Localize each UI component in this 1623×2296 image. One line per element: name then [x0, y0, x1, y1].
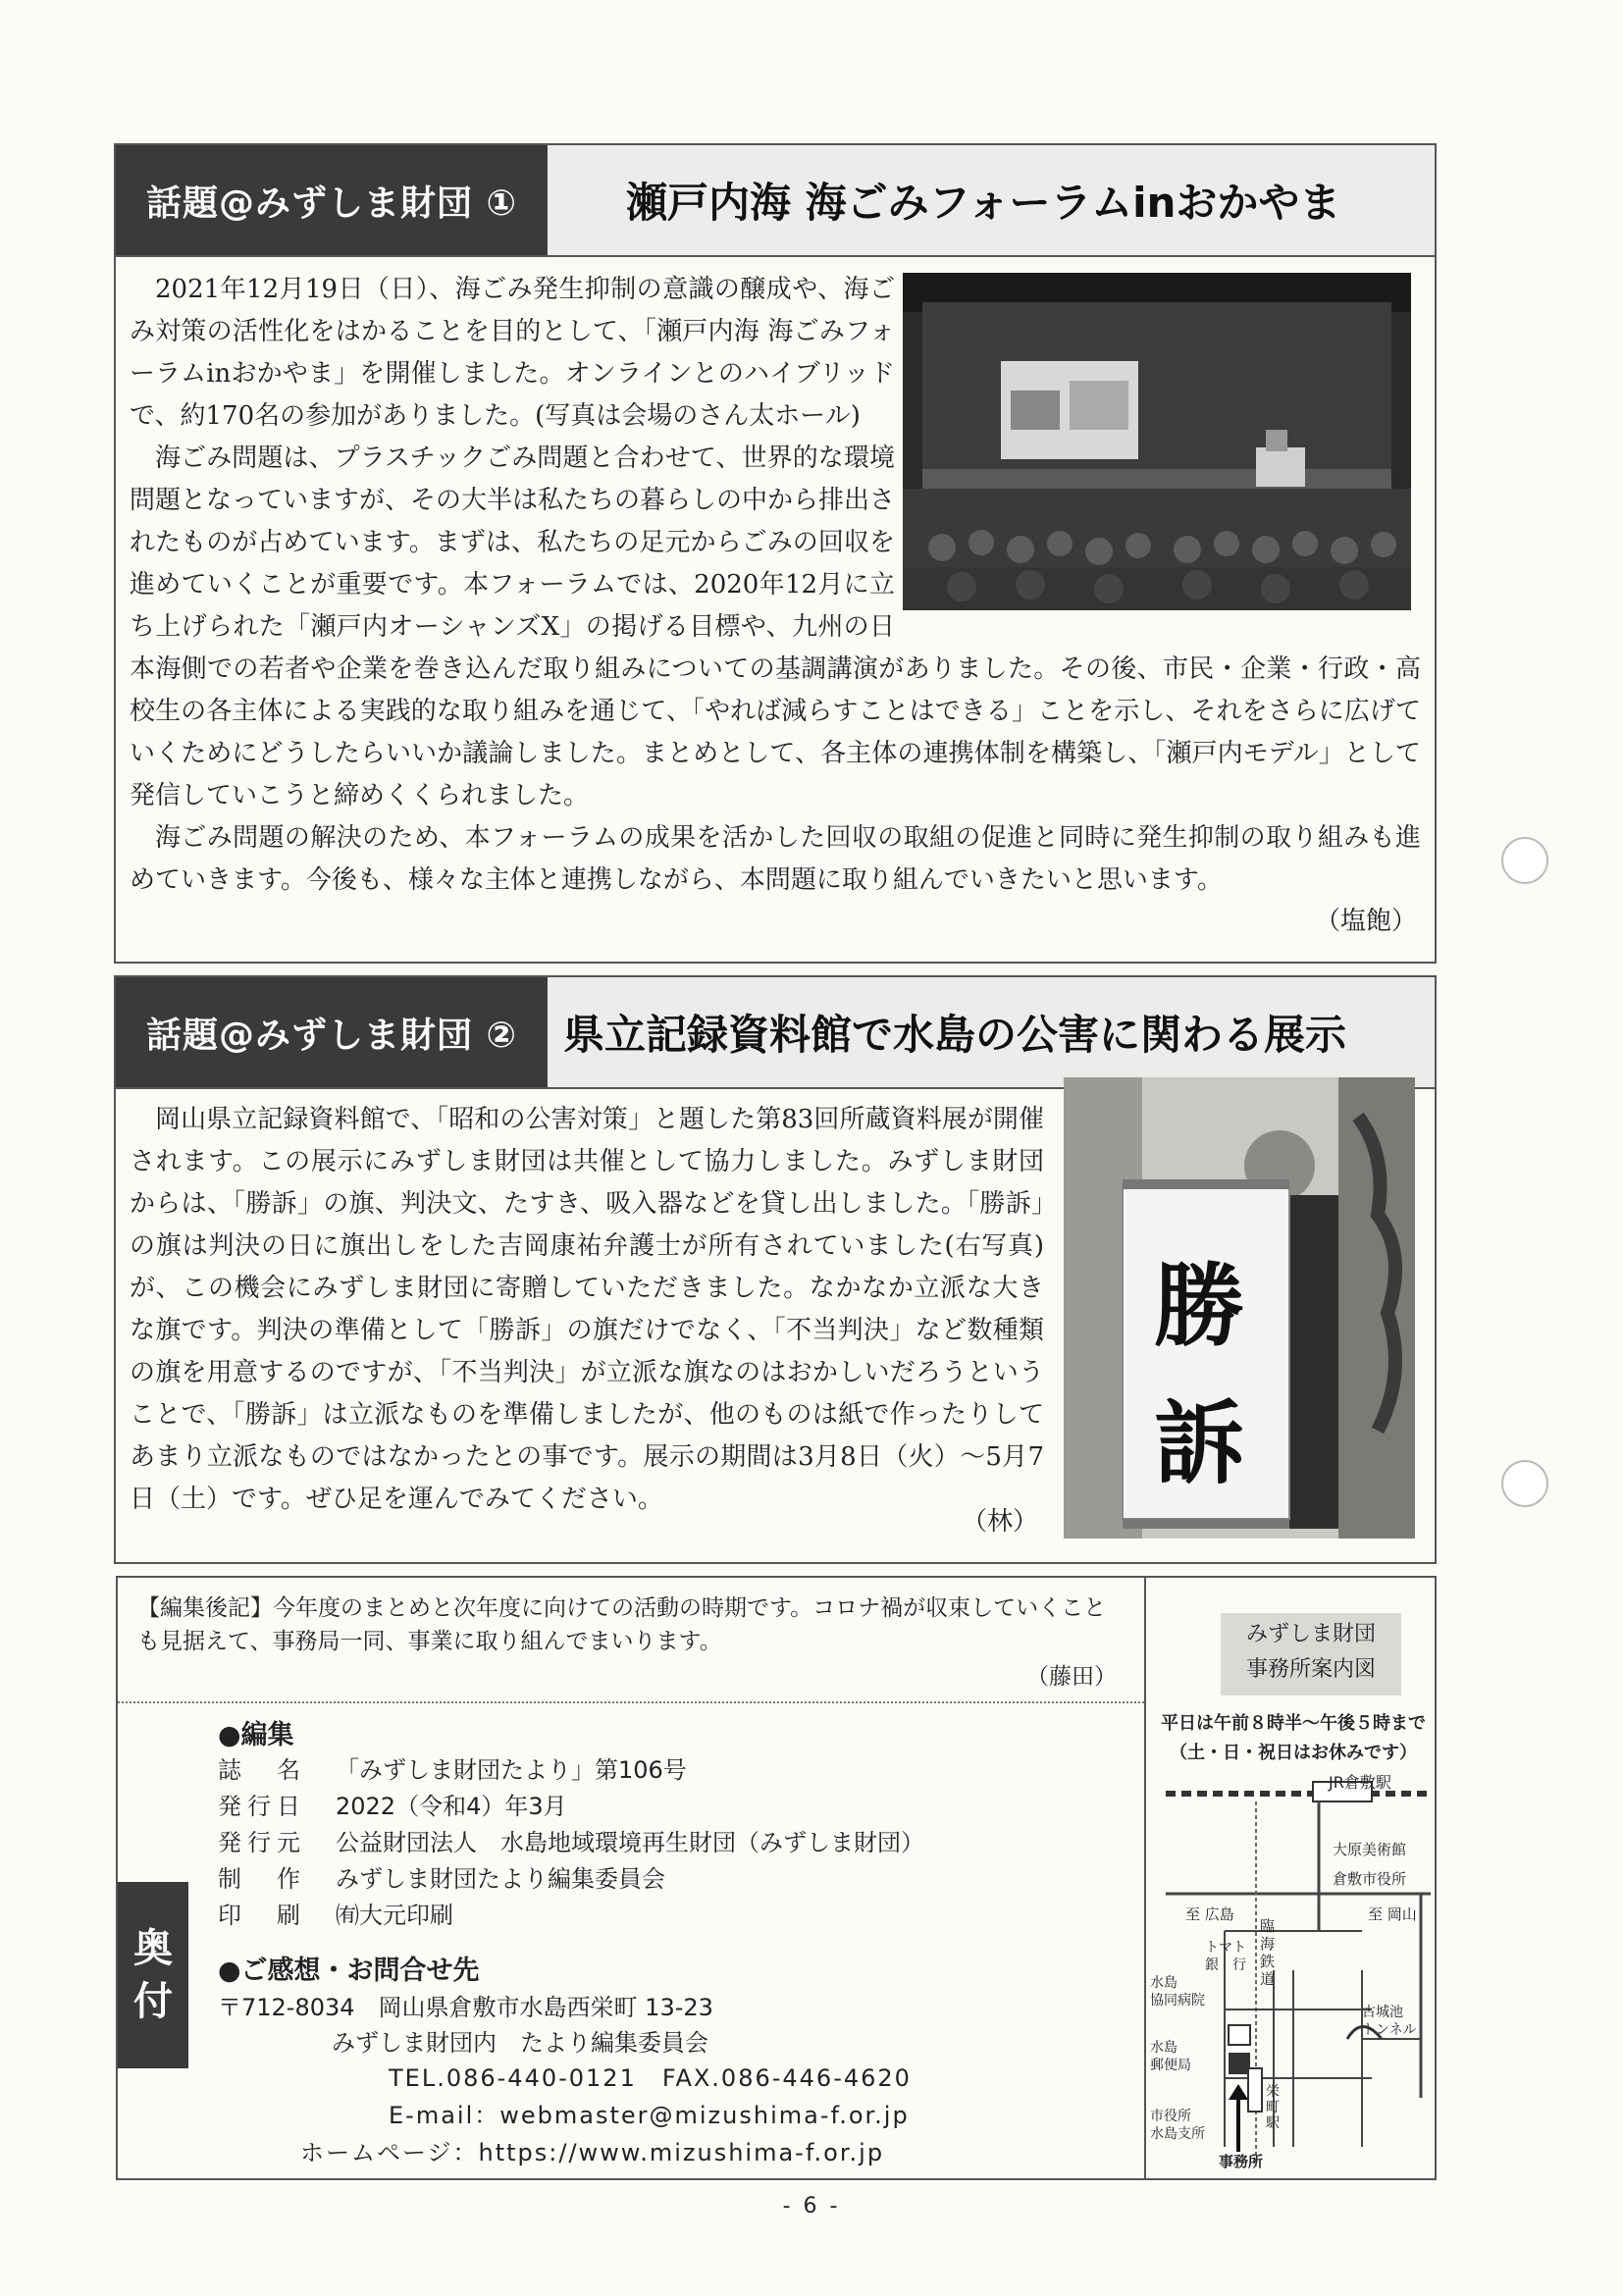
article-1-body-top	[130, 269, 895, 438]
binder-hole-bottom	[1501, 1460, 1548, 1507]
colophon-side-label-1: 奥	[133, 1926, 173, 1971]
map-label-sakae-station: 栄 町 駅	[1266, 2084, 1280, 2131]
article-1	[114, 143, 1437, 964]
map-title-line-2: 事務所案内図	[1245, 1657, 1376, 1682]
article-1-headline: 瀬戸内海 海ごみフォーラムinおかやま	[626, 179, 1341, 227]
editorial-text: 今年度のまとめと次年度に向けての活動の時期です。コロナ禍が収束していくことも見据えて、事務局一同、事業に取り組んでまいります。	[137, 1595, 1107, 1654]
article-1-para-3: 海ごみ問題の解決のため、本フォーラムの成果を活かした回収の取組の促進と同時に発生抑制の取り組みも進めていきます。今後も、様々な主体と連携しながら、本問題に取り組んでいきたいと思います。	[130, 823, 1421, 895]
office-hours	[1156, 1709, 1431, 1768]
editorial-label: 【編集後記】	[137, 1595, 273, 1621]
banner-char-2: 訴	[1154, 1390, 1245, 1496]
map-label-rinkai: 臨 海 鉄 道	[1260, 1917, 1276, 1988]
colophon-side-label-2: 付	[133, 1979, 173, 2024]
page-number: - 6 -	[782, 2194, 841, 2218]
tel-fax: TEL.086-440-0121 FAX.086-446-4620	[389, 2064, 912, 2092]
contact-dept: みずしま財団内 たより編集委員会	[332, 2029, 708, 2057]
map-label-station: JR倉敷駅	[1329, 1773, 1391, 1792]
map-label-to-okayama: 至 岡山	[1368, 1905, 1417, 1923]
colophon-row: 誌 名 「みずしま財団たより」第106号	[218, 1756, 687, 1784]
editorial-divider	[118, 1701, 1144, 1703]
map-title-line-1: みずしま財団	[1245, 1622, 1376, 1646]
article-2-para-1: 岡山県立記録資料館で、「昭和の公害対策」と題した第83回所蔵資料展が開催されます。この展示にみずしま財団は共催として協力しました。みずしま財団からは、「勝訴」の旗、判決文、たすき、吸入器などを貸し出しました。「勝訴」の旗は判決の日に旗出しをした吉岡康祐弁護士が所有されていました(右写真)が、この機会にみずしま財団に寄贈していただきました。なかなか立派な大きな旗です。判決の準備として「勝訴」の旗だけでなく、「不当判決」など数種類の旗を用意するのですが、「不当判決」が立派な旗なのはおかしいだろうということで、「勝訴」は立派なものを準備しましたが、他のものは紙で作ったりしてあまり立派なものではなかったとの事です。展示の期間は3月8日（火）～5月7日（土）です。ぜひ足を運んでみてください。	[130, 1105, 1044, 1514]
article-1-para-2-wrap	[130, 438, 1421, 902]
map-label-tunnel: 古城池 トンネル	[1362, 2005, 1417, 2038]
map-label-branch-office: 市役所 水島支所	[1150, 2109, 1205, 2142]
map-title-box	[1221, 1613, 1401, 1696]
office-hours-line-1: 平日は午前８時半～午後５時まで	[1161, 1713, 1426, 1734]
postal-address: 〒712-8034 岡山県倉敷市水島西栄町 13-23	[218, 1994, 713, 2021]
map-label-hospital: 水島 協同病院	[1150, 1975, 1205, 2009]
office-hours-line-2: （土・日・祝日はお休みです）	[1170, 1743, 1417, 1763]
editorial-note	[137, 1592, 1128, 1658]
homepage-url[interactable]: ホームページ：https://www.mizushima-f.or.jp	[300, 2139, 885, 2166]
article-2-body	[130, 1099, 1044, 1521]
colophon-rows	[218, 1752, 1140, 1934]
map-label-ohara: 大原美術館	[1333, 1841, 1407, 1858]
article-1-tag: 話題@みずしま財団 ①	[116, 145, 548, 255]
colophon-row: 制 作 みずしま財団たより編集委員会	[218, 1865, 665, 1893]
map-label-city-hall: 倉敷市役所	[1333, 1870, 1407, 1888]
colophon-row: 印 刷 ㈲大元印刷	[218, 1902, 453, 1929]
shouso-banner-photo	[1064, 1077, 1415, 1539]
colophon-row: 発行日 2022（令和4）年3月	[218, 1793, 567, 1820]
article-2-credit: （林）	[961, 1507, 1038, 1537]
banner-char-1: 勝	[1154, 1253, 1245, 1359]
map-label-tomato-bank: トマト 銀 行	[1205, 1940, 1246, 1973]
colophon-section	[116, 1576, 1437, 2180]
article-2-headline: 県立記録資料館で水島の公害に関わる展示	[563, 1011, 1347, 1059]
colophon-side-label	[118, 1882, 188, 2068]
colophon-row: 発行元 公益財団法人 水島地域環境再生財団（みずしま財団）	[218, 1829, 924, 1856]
map-label-office: 事務所	[1219, 2153, 1264, 2170]
binder-hole-top	[1501, 837, 1548, 884]
article-1-para-1: 2021年12月19日（日）、海ごみ発生抑制の意識の醸成や、海ごみ対策の活性化をはかることを目的として、「瀬戸内海 海ごみフォーラムinおかやま」を開催しました。オンラインとのハイブリッドで、約170名の参加がありました。(写真は会場のさん太ホール)	[130, 275, 895, 431]
edit-heading: ●編集	[218, 1720, 294, 1750]
article-2-tag: 話題@みずしま財団 ②	[116, 977, 548, 1087]
map-label-to-hiroshima: 至 広島	[1185, 1905, 1234, 1923]
map-panel	[1144, 1578, 1437, 2178]
map-label-post-office: 水島 郵便局	[1150, 2040, 1191, 2073]
contact-heading: ●ご感想・お問合せ先	[218, 1956, 480, 1986]
article-1-credit: （塩飽）	[1314, 907, 1417, 936]
article-2	[114, 975, 1437, 1564]
editorial-credit: （藤田）	[1026, 1664, 1117, 1690]
email-address[interactable]: E-mail：webmaster@mizushima-f.or.jp	[389, 2102, 910, 2129]
article-1-para-2: 海ごみ問題は、プラスチックごみ問題と合わせて、世界的な環境問題となっていますが、その大半は私たちの暮らしの中から排出されたものが占めています。まずは、私たちの足元からごみの回収を進めていくことが重要です。本フォーラムでは、2020年12月に立ち上げられた「瀬戸内オーシャンズX」の掲げる目標や、九州の日本海側での若者や企業を巻き込んだ取り組みについての基調講演がありました。その後、市民・企業・行政・高校生の各主体による実践的な取り組みを通じて、「やれば減らすことはできる」ことを示し、それをさらに広げていくためにどうしたらいいか議論しました。まとめとして、各主体の連携体制を構築し、「瀬戸内モデル」として発信していこうと締めくくられました。	[130, 444, 1421, 810]
